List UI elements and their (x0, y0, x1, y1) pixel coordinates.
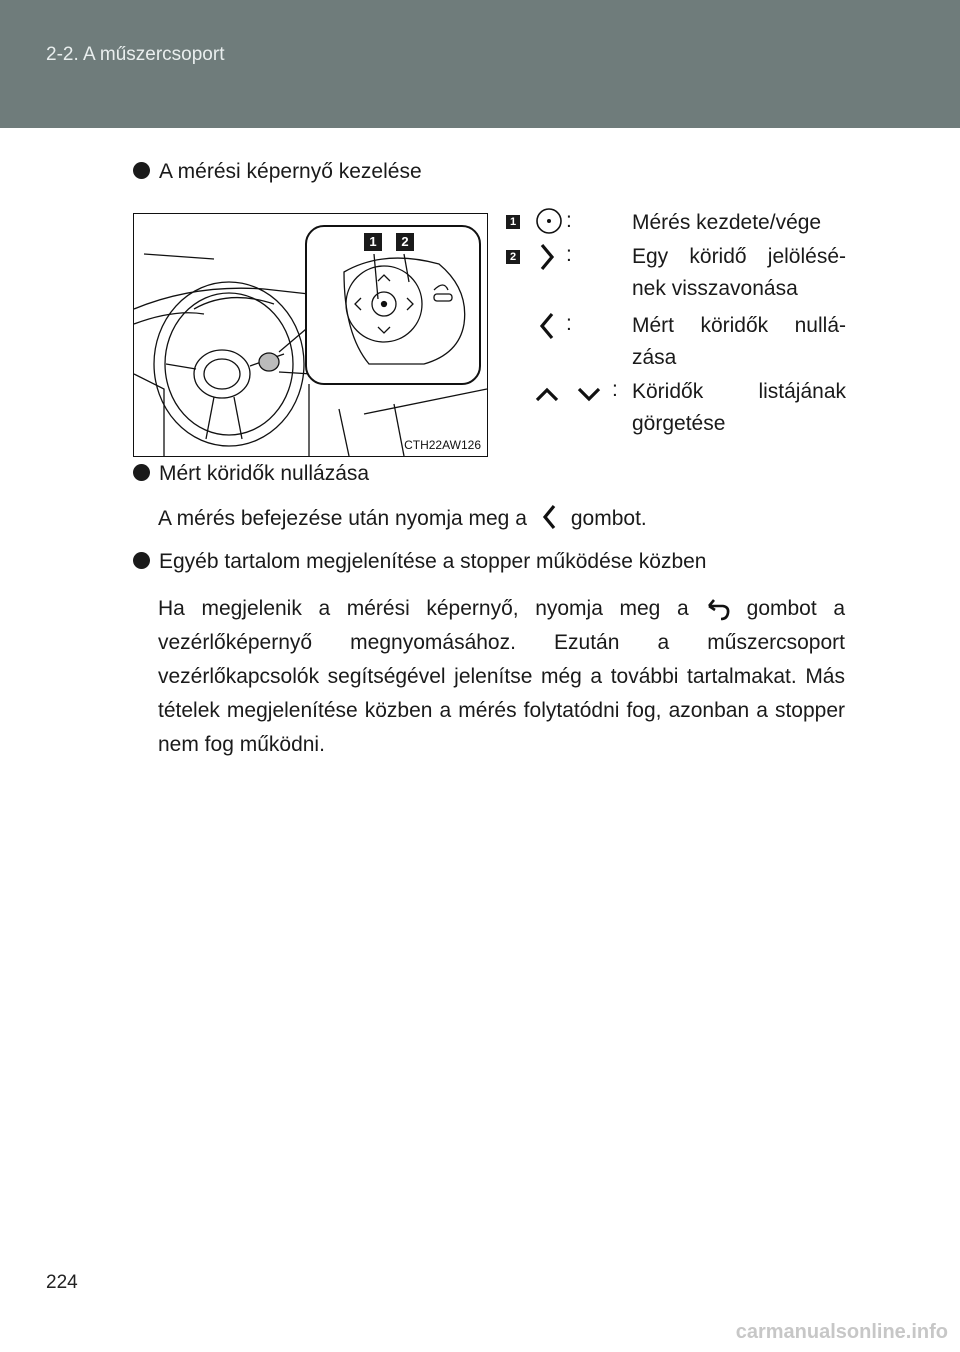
legend-text-2: Egy köridő jelölésé- nek visszavonása (632, 245, 846, 300)
chevron-up-down-icon (533, 383, 605, 405)
heading-other-content: Egyéb tartalom megjelenítése a stopper működése közben (133, 550, 707, 574)
bullet-icon (133, 464, 150, 481)
illustration-code: CTH22AW126 (404, 438, 481, 452)
callout-badge-1: 1 (364, 233, 382, 251)
chevron-right-icon (538, 242, 556, 272)
heading-reset-laps: Mért köridők nullázása (133, 462, 369, 486)
center-dot-button-icon (535, 207, 563, 235)
back-arrow-icon (703, 597, 733, 621)
watermark: carmanualsonline.info (735, 1321, 948, 1343)
steering-wheel-illustration (133, 213, 488, 457)
paragraph-reset-laps: A mérés befejezése után nyomja meg a gombot. (158, 502, 845, 536)
page-header (0, 0, 960, 128)
section-title: 2-2. A műszercsoport (46, 44, 225, 65)
legend-badge-1: 1 (506, 215, 520, 229)
page-number: 224 (46, 1272, 78, 1293)
callout-badge-2: 2 (396, 233, 414, 251)
legend-text-1: Mérés kezdete/vége (632, 211, 822, 234)
legend-colon: : (566, 209, 572, 232)
legend-colon: : (566, 243, 572, 266)
bullet-icon (133, 552, 150, 569)
legend-colon: : (612, 378, 618, 401)
bullet-icon (133, 162, 150, 179)
paragraph-other-content: Ha megjelenik a mérési képernyő, nyomja meg a gombot a vezérlőképernyő megnyomásához. Ezután a műszercsoport vezérlőkapcsolók segítségével jelenítse még a további tartalmakat. Más tételek megjelenítése közben a mérés folytatódni fog, azonban a stopper nem fog működni. (158, 597, 845, 756)
legend-text-3: Mért köridők nullá- zása (632, 314, 846, 369)
chevron-left-icon (541, 503, 557, 531)
legend-colon: : (566, 312, 572, 335)
heading-measure-screen: A mérési képernyő kezelése (133, 160, 422, 184)
legend-text-4: Köridők listájának görgetése (632, 380, 846, 435)
legend-badge-2: 2 (506, 250, 520, 264)
chevron-left-icon (538, 311, 556, 341)
steering-wheel-drawing (134, 214, 487, 456)
